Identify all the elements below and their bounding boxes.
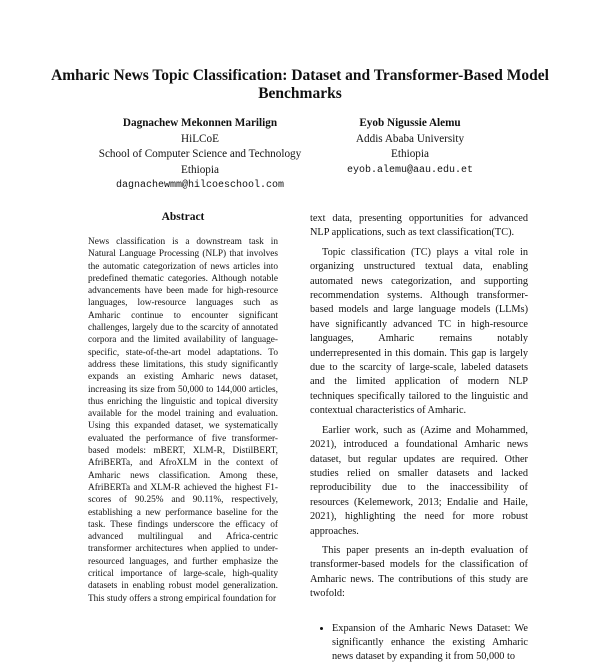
intro-paragraph: Earlier work, such as (Azime and Mohammed, 2021), introduced a foundational Amharic news dataset, but regular updates are required. Other studies relied on smaller datasets and lacked reproducibility due to the inaccessibility of resources (Kelemework, 2013; Endalie and Haile, 2021), highlighting the need for more robust approaches. [310, 424, 528, 537]
author-affiliation: HiLCoE [181, 132, 219, 145]
abstract-heading: Abstract [161, 211, 205, 223]
contribution-item: • Expansion of the Amharic News Dataset: We significantly enhance the existing Amharic news dataset by expanding it from 50,000 to [332, 622, 528, 665]
abstract-body: News classification is a downstream task in Natural Language Processing (NLP) that involves the automatic categorization of news articles into predefined thematic categories. Although notable advancements have been made for high-resource languages, low-resource languages such as Amharic continue to encounter significant challenges, largely due to the scarcity of annotated corpora and the limited availability of language-specific, state-of-the-art model adaptations. To address these limitations, this study significantly expands an existing Amharic news dataset, increasing its size from 50,000 to 144,000 articles, thus enriching the linguistic and topical diversity available for the model training and evaluation. Using this expanded dataset, we systematically evaluated the performance of five transformer-based models: mBERT, XLM-R, DistilBERT, AfriBERTa, and AfroXLM in the context of Amharic news classification. Among these, AfriBERTa and XLM-R achieved the highest F1-scores of 90.25% and 90.11%, respectively, establishing a new performance baseline for the task. These findings underscore the efficacy of advanced multilingual and Africa-centric transformer architectures when applied to under-resourced languages, and further emphasize the critical importance of large-scale, high-quality datasets in enabling robust model generalization. This study offers a strong empirical foundation for [88, 237, 278, 604]
author-name: Eyob Nigussie Alemu [359, 117, 461, 129]
author-affiliation-school: School of Computer Science and Technology [98, 148, 302, 160]
introduction-column [310, 212, 528, 665]
author-email: eyob.alemu@aau.edu.et [346, 164, 474, 176]
paper-title: Amharic News Topic Classification: Dataset and Transformer-Based Model Benchmarks [51, 67, 549, 102]
author-block-2 [320, 116, 500, 178]
author-name: Dagnachew Mekonnen Marilign [122, 117, 278, 129]
author-country: Ethiopia [181, 163, 219, 176]
intro-paragraph: This paper presents an in-depth evaluation of transformer-based models for the classification of Amharic news. The contributions of this study are twofold: [310, 544, 528, 600]
author-country: Ethiopia [391, 148, 429, 160]
author-email: dagnachewmm@hilcoeschool.com [115, 180, 285, 191]
intro-paragraph: Topic classification (TC) plays a vital role in organizing unstructured textual data, enabling automated news categorization, and supporting recommendation systems. Although transformer-based models and large language models (LLMs) have significantly advanced TC in high-resource languages, Amharic remains notably underrepresented in this domain. This gap is largely due to the scarcity of large-scale, labeled datasets and the limited application of modern NLP techniques specifically tailored to the linguistic and contextual characteristics of Amharic. [310, 246, 528, 417]
author-block-1 [80, 116, 320, 194]
contribution-list [310, 622, 528, 665]
author-affiliation: Addis Ababa University [355, 132, 465, 145]
intro-paragraph: text data, presenting opportunities for advanced NLP applications, such as text classification(TC). [310, 213, 528, 239]
